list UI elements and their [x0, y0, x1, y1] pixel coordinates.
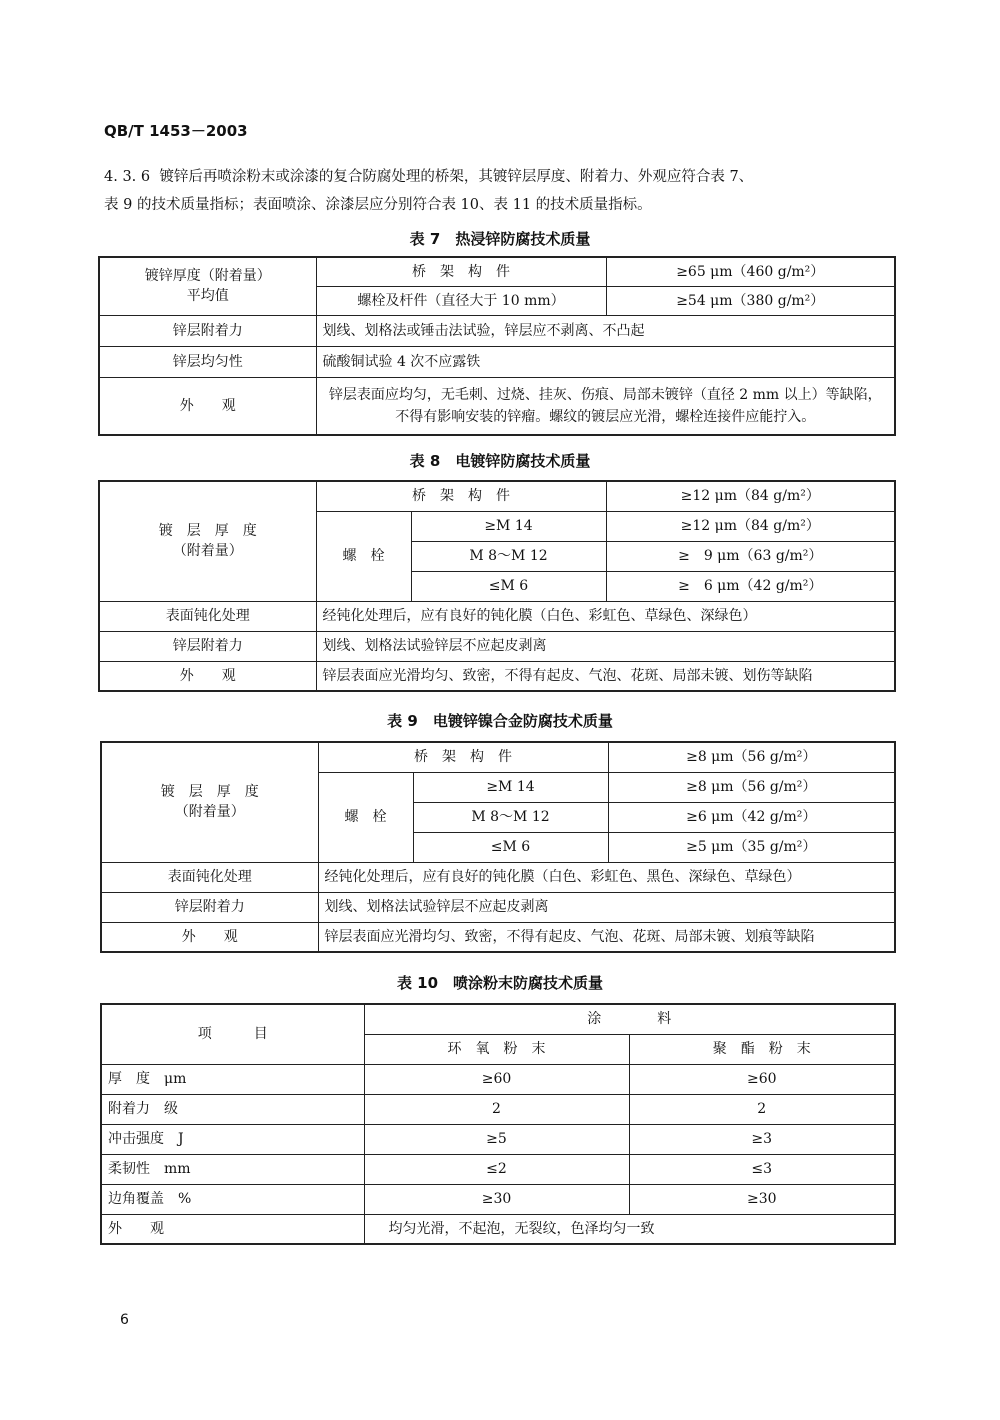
table10-col-polyester: 聚 酯 粉 末 [629, 1034, 895, 1064]
table9-thickness-label-line2: （附着量） [174, 804, 245, 821]
table7-appearance-value: 锌层表面应均匀，无毛刺、过烧、挂灰、伤痕、局部未镀锌（直径 2 mm 以上）等缺陷，不得有影响安装的锌瘤。螺纹的镀层应光滑，螺栓连接件应能拧入。 [316, 377, 895, 435]
table10-col-epoxy: 环 氧 粉 末 [364, 1034, 629, 1064]
table9-bolt-value: ≥5 μm（35 g/m²） [608, 832, 895, 862]
table7-thickness-label [99, 257, 316, 315]
table10-row-polyester: ≤3 [629, 1154, 895, 1184]
clause-4-3-6 [104, 163, 899, 219]
table7-row2-value: ≥54 μm（380 g/m²） [606, 286, 895, 315]
table10-row-item: 柔韧性 mm [101, 1154, 364, 1184]
table9-passivation-value: 经钝化处理后，应有良好的钝化膜（白色、彩虹色、黑色、深绿色、草绿色） [318, 862, 895, 892]
table10-row-epoxy: ≤2 [364, 1154, 629, 1184]
table9-bolt-value: ≥8 μm（56 g/m²） [608, 772, 895, 802]
table9 [100, 741, 896, 953]
table10-appearance-label: 外 观 [101, 1214, 364, 1244]
table7-caption: 表 7 热浸锌防腐技术质量 [409, 230, 591, 248]
table10-appearance-value: 均匀光滑，不起泡，无裂纹，色泽均匀一致 [364, 1214, 895, 1244]
table10-row-epoxy: 2 [364, 1094, 629, 1124]
table10-caption: 表 10 喷涂粉末防腐技术质量 [396, 974, 604, 992]
table8-passivation-label: 表面钝化处理 [99, 601, 316, 631]
table10-row-epoxy: ≥60 [364, 1064, 629, 1094]
table9-component-value: ≥8 μm（56 g/m²） [608, 742, 895, 772]
table10-row-item: 附着力 级 [101, 1094, 364, 1124]
table8-bolt-value: ≥ 6 μm（42 g/m²） [606, 571, 895, 601]
table7-row2-item: 螺栓及杆件（直径大于 10 mm） [316, 286, 606, 315]
table9-caption: 表 9 电镀锌镍合金防腐技术质量 [387, 712, 613, 730]
clause-number: 4. 3. 6 [104, 169, 151, 185]
table9-bolt-label: 螺 栓 [318, 772, 413, 862]
table10-row-polyester: ≥60 [629, 1064, 895, 1094]
table9-bolt-size: ≤M 6 [413, 832, 608, 862]
table8-bolt-size: M 8～M 12 [411, 541, 606, 571]
table8-bolt-value: ≥ 9 μm（63 g/m²） [606, 541, 895, 571]
standard-code: QB/T 1453－2003 [104, 122, 248, 140]
table10-row-epoxy: ≥5 [364, 1124, 629, 1154]
table10 [100, 1003, 896, 1245]
table7 [98, 256, 896, 436]
table7-row1-value: ≥65 μm（460 g/m²） [606, 257, 895, 286]
table10-coating-header: 涂 料 [364, 1004, 895, 1034]
table9-thickness-label [101, 742, 318, 862]
table7-adhesion-value: 划线、划格法或锤击法试验，锌层应不剥离、不凸起 [316, 315, 895, 346]
table8-appearance-label: 外 观 [99, 661, 316, 691]
table9-adhesion-value: 划线、划格法试验锌层不应起皮剥离 [318, 892, 895, 922]
table8-caption: 表 8 电镀锌防腐技术质量 [409, 452, 591, 470]
table10-row-polyester: 2 [629, 1094, 895, 1124]
table8 [98, 480, 896, 692]
table10-row-epoxy: ≥30 [364, 1184, 629, 1214]
table9-component-label: 桥 架 构 件 [318, 742, 608, 772]
clause-text-line2: 表 9 的技术质量指标；表面喷涂、涂漆层应分别符合表 10、表 11 的技术质量指标。 [104, 197, 652, 213]
table8-bolt-size: ≤M 6 [411, 571, 606, 601]
clause-text-line1: 镀锌后再喷涂粉末或涂漆的复合防腐处理的桥架，其镀锌层厚度、附着力、外观应符合表 7、 [159, 169, 754, 185]
table8-component-label: 桥 架 构 件 [316, 481, 606, 511]
table9-appearance-label: 外 观 [101, 922, 318, 952]
table9-adhesion-label: 锌层附着力 [101, 892, 318, 922]
table10-row-polyester: ≥30 [629, 1184, 895, 1214]
table8-component-value: ≥12 μm（84 g/m²） [606, 481, 895, 511]
table8-thickness-label-line1: 镀 层 厚 度 [158, 523, 257, 540]
table8-bolt-size: ≥M 14 [411, 511, 606, 541]
table9-appearance-value: 锌层表面应光滑均匀、致密，不得有起皮、气泡、花斑、局部未镀、划痕等缺陷 [318, 922, 895, 952]
table7-thickness-label-line1: 镀锌厚度（附着量） [144, 268, 271, 285]
table9-bolt-size: ≥M 14 [413, 772, 608, 802]
table8-passivation-value: 经钝化处理后，应有良好的钝化膜（白色、彩虹色、草绿色、深绿色） [316, 601, 895, 631]
table8-adhesion-value: 划线、划格法试验锌层不应起皮剥离 [316, 631, 895, 661]
table9-bolt-size: M 8～M 12 [413, 802, 608, 832]
table8-bolt-value: ≥12 μm（84 g/m²） [606, 511, 895, 541]
table7-row1-item: 桥 架 构 件 [316, 257, 606, 286]
table9-passivation-label: 表面钝化处理 [101, 862, 318, 892]
table8-thickness-label [99, 481, 316, 601]
table10-item-header: 项 目 [101, 1004, 364, 1064]
table7-thickness-label-line2: 平均值 [186, 288, 229, 305]
table10-row-item: 冲击强度 J [101, 1124, 364, 1154]
table8-adhesion-label: 锌层附着力 [99, 631, 316, 661]
table7-uniformity-value: 硫酸铜试验 4 次不应露铁 [316, 346, 895, 377]
table7-uniformity-label: 锌层均匀性 [99, 346, 316, 377]
table10-row-item: 边角覆盖 % [101, 1184, 364, 1214]
table8-bolt-label: 螺 栓 [316, 511, 411, 601]
table9-thickness-label-line1: 镀 层 厚 度 [160, 784, 259, 801]
table7-adhesion-label: 锌层附着力 [99, 315, 316, 346]
table10-row-polyester: ≥3 [629, 1124, 895, 1154]
page-number: 6 [120, 1312, 129, 1328]
table7-appearance-label: 外 观 [99, 377, 316, 435]
table8-thickness-label-line2: （附着量） [172, 543, 243, 560]
table9-bolt-value: ≥6 μm（42 g/m²） [608, 802, 895, 832]
table10-row-item: 厚 度 μm [101, 1064, 364, 1094]
table8-appearance-value: 锌层表面应光滑均匀、致密，不得有起皮、气泡、花斑、局部未镀、划伤等缺陷 [316, 661, 895, 691]
